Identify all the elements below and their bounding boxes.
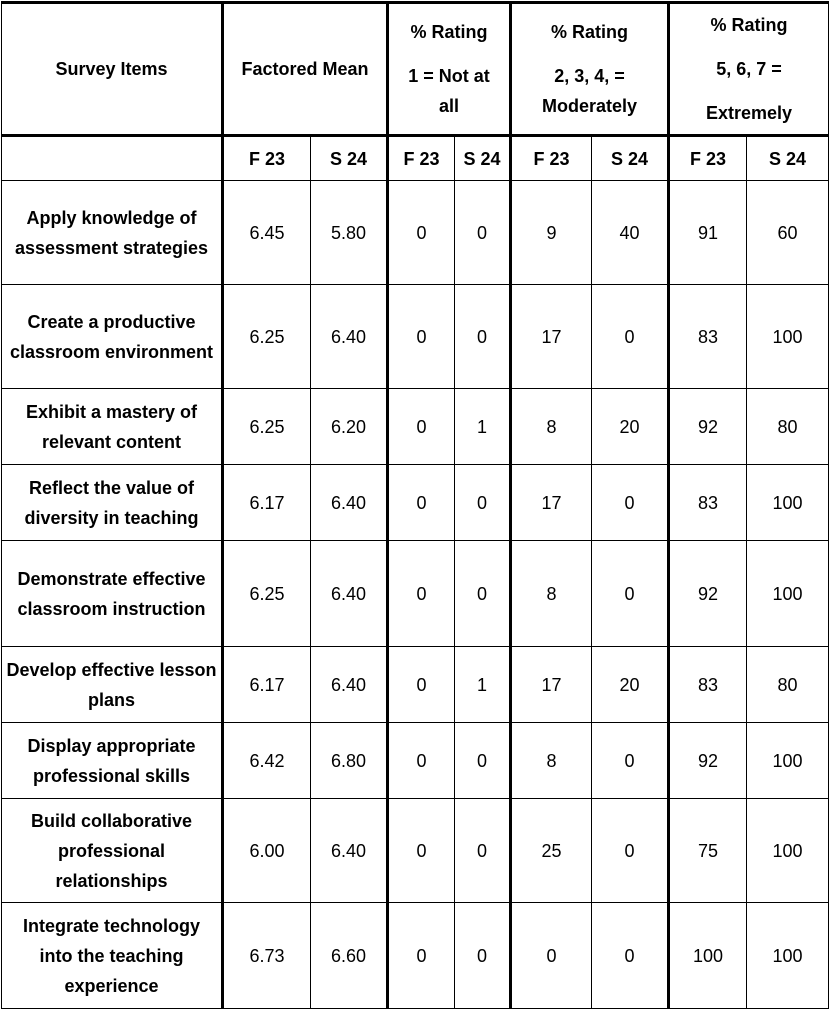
table-cell: 0: [388, 903, 455, 1009]
header-term: F 23: [511, 136, 592, 181]
table-cell: 0: [592, 285, 669, 389]
table-cell: 20: [592, 647, 669, 723]
table-cell: 6.80: [311, 723, 388, 799]
table-cell: 80: [747, 389, 829, 465]
survey-item-label: Apply knowledge of assessment strategies: [2, 181, 223, 285]
header-rating-not-at-all-line3: all: [438, 96, 459, 116]
table-cell: 6.40: [311, 541, 388, 647]
header-term: F 23: [388, 136, 455, 181]
table-cell: 0: [455, 903, 511, 1009]
table-cell: 17: [511, 285, 592, 389]
table-row: [2, 723, 829, 799]
table-row: [2, 799, 829, 903]
table-cell: 6.25: [223, 285, 311, 389]
survey-item-label: Display appropriate professional skills: [2, 723, 223, 799]
table-cell: 0: [592, 799, 669, 903]
table-cell: 0: [388, 389, 455, 465]
table-cell: 83: [669, 647, 747, 723]
survey-item-label: Create a productive classroom environment: [2, 285, 223, 389]
table-cell: 6.25: [223, 389, 311, 465]
header-term: S 24: [311, 136, 388, 181]
table-cell: 100: [747, 723, 829, 799]
table-cell: 0: [455, 465, 511, 541]
header-rating-extremely: [669, 3, 829, 136]
table-cell: 0: [592, 723, 669, 799]
table-cell: 17: [511, 465, 592, 541]
table-cell: 92: [669, 723, 747, 799]
header-rating-extremely-line1: % Rating: [710, 15, 788, 35]
table-cell: 0: [388, 799, 455, 903]
table-cell: 83: [669, 285, 747, 389]
table-cell: 75: [669, 799, 747, 903]
table-cell: 0: [511, 903, 592, 1009]
table-cell: 0: [455, 541, 511, 647]
table-row: [2, 541, 829, 647]
header-rating-not-at-all-line2: 1 = Not at: [408, 66, 490, 86]
table-cell: 0: [388, 285, 455, 389]
table-cell: 100: [747, 799, 829, 903]
table-cell: 100: [747, 465, 829, 541]
table-cell: 0: [388, 541, 455, 647]
table-cell: 6.40: [311, 465, 388, 541]
table-cell: 6.20: [311, 389, 388, 465]
table-cell: 6.45: [223, 181, 311, 285]
table-cell: 1: [455, 389, 511, 465]
header-term: S 24: [455, 136, 511, 181]
header-term: S 24: [747, 136, 829, 181]
table-cell: 92: [669, 389, 747, 465]
table-cell: 0: [592, 465, 669, 541]
table-cell: 8: [511, 389, 592, 465]
table-cell: 0: [455, 723, 511, 799]
survey-item-label: Integrate technology into the teaching experience: [2, 903, 223, 1009]
table-cell: 92: [669, 541, 747, 647]
table-cell: 91: [669, 181, 747, 285]
table-cell: 0: [455, 285, 511, 389]
table-row: [2, 285, 829, 389]
table-cell: 0: [388, 465, 455, 541]
table-cell: 20: [592, 389, 669, 465]
table-cell: 6.42: [223, 723, 311, 799]
table-cell: 6.17: [223, 465, 311, 541]
header-survey-items: Survey Items: [2, 3, 223, 136]
table-body: [2, 181, 829, 1009]
table-cell: 6.25: [223, 541, 311, 647]
table-cell: 25: [511, 799, 592, 903]
header-rating-not-at-all-line1: % Rating: [410, 22, 488, 42]
table-cell: 6.00: [223, 799, 311, 903]
table-cell: 60: [747, 181, 829, 285]
survey-item-label: Reflect the value of diversity in teaching: [2, 465, 223, 541]
survey-item-label: Build collaborative professional relationships: [2, 799, 223, 903]
header-term: S 24: [592, 136, 669, 181]
table-cell: 100: [747, 541, 829, 647]
table-cell: 8: [511, 723, 592, 799]
table-cell: 9: [511, 181, 592, 285]
table-cell: 0: [388, 723, 455, 799]
survey-item-label: Demonstrate effective classroom instruction: [2, 541, 223, 647]
table-cell: 6.17: [223, 647, 311, 723]
table-cell: 8: [511, 541, 592, 647]
header-term: F 23: [223, 136, 311, 181]
table-cell: 100: [747, 285, 829, 389]
header-rating-extremely-line3: Extremely: [705, 103, 793, 123]
table-cell: 6.40: [311, 285, 388, 389]
table-cell: 0: [455, 181, 511, 285]
table-cell: 80: [747, 647, 829, 723]
table-row: [2, 389, 829, 465]
table-cell: 6.40: [311, 799, 388, 903]
table-cell: 1: [455, 647, 511, 723]
table-cell: 17: [511, 647, 592, 723]
survey-table: [1, 1, 829, 1009]
table-row: [2, 647, 829, 723]
header-factored-mean: Factored Mean: [223, 3, 388, 136]
header-rating-extremely-line2: 5, 6, 7 =: [716, 59, 782, 79]
survey-item-label: Exhibit a mastery of relevant content: [2, 389, 223, 465]
table-cell: 6.73: [223, 903, 311, 1009]
table-cell: 0: [388, 647, 455, 723]
table-cell: 100: [669, 903, 747, 1009]
table-cell: 0: [388, 181, 455, 285]
header-rating-not-at-all: [388, 3, 511, 136]
header-term: F 23: [669, 136, 747, 181]
table-cell: 6.40: [311, 647, 388, 723]
survey-item-label: Develop effective lesson plans: [2, 647, 223, 723]
header-rating-moderately-line1: % Rating: [550, 22, 628, 42]
table-cell: 6.60: [311, 903, 388, 1009]
header-rating-moderately-line2: 2, 3, 4, =: [554, 66, 625, 86]
table-cell: 0: [455, 799, 511, 903]
table-cell: 5.80: [311, 181, 388, 285]
header-rating-moderately-line3: Moderately: [541, 96, 638, 116]
table-cell: 0: [592, 541, 669, 647]
header-term-blank: [2, 136, 223, 181]
table-row: [2, 181, 829, 285]
table-row: [2, 465, 829, 541]
table-cell: 100: [747, 903, 829, 1009]
table-cell: 0: [592, 903, 669, 1009]
table-cell: 40: [592, 181, 669, 285]
header-rating-moderately: [511, 3, 669, 136]
table-row: [2, 903, 829, 1009]
table-cell: 83: [669, 465, 747, 541]
